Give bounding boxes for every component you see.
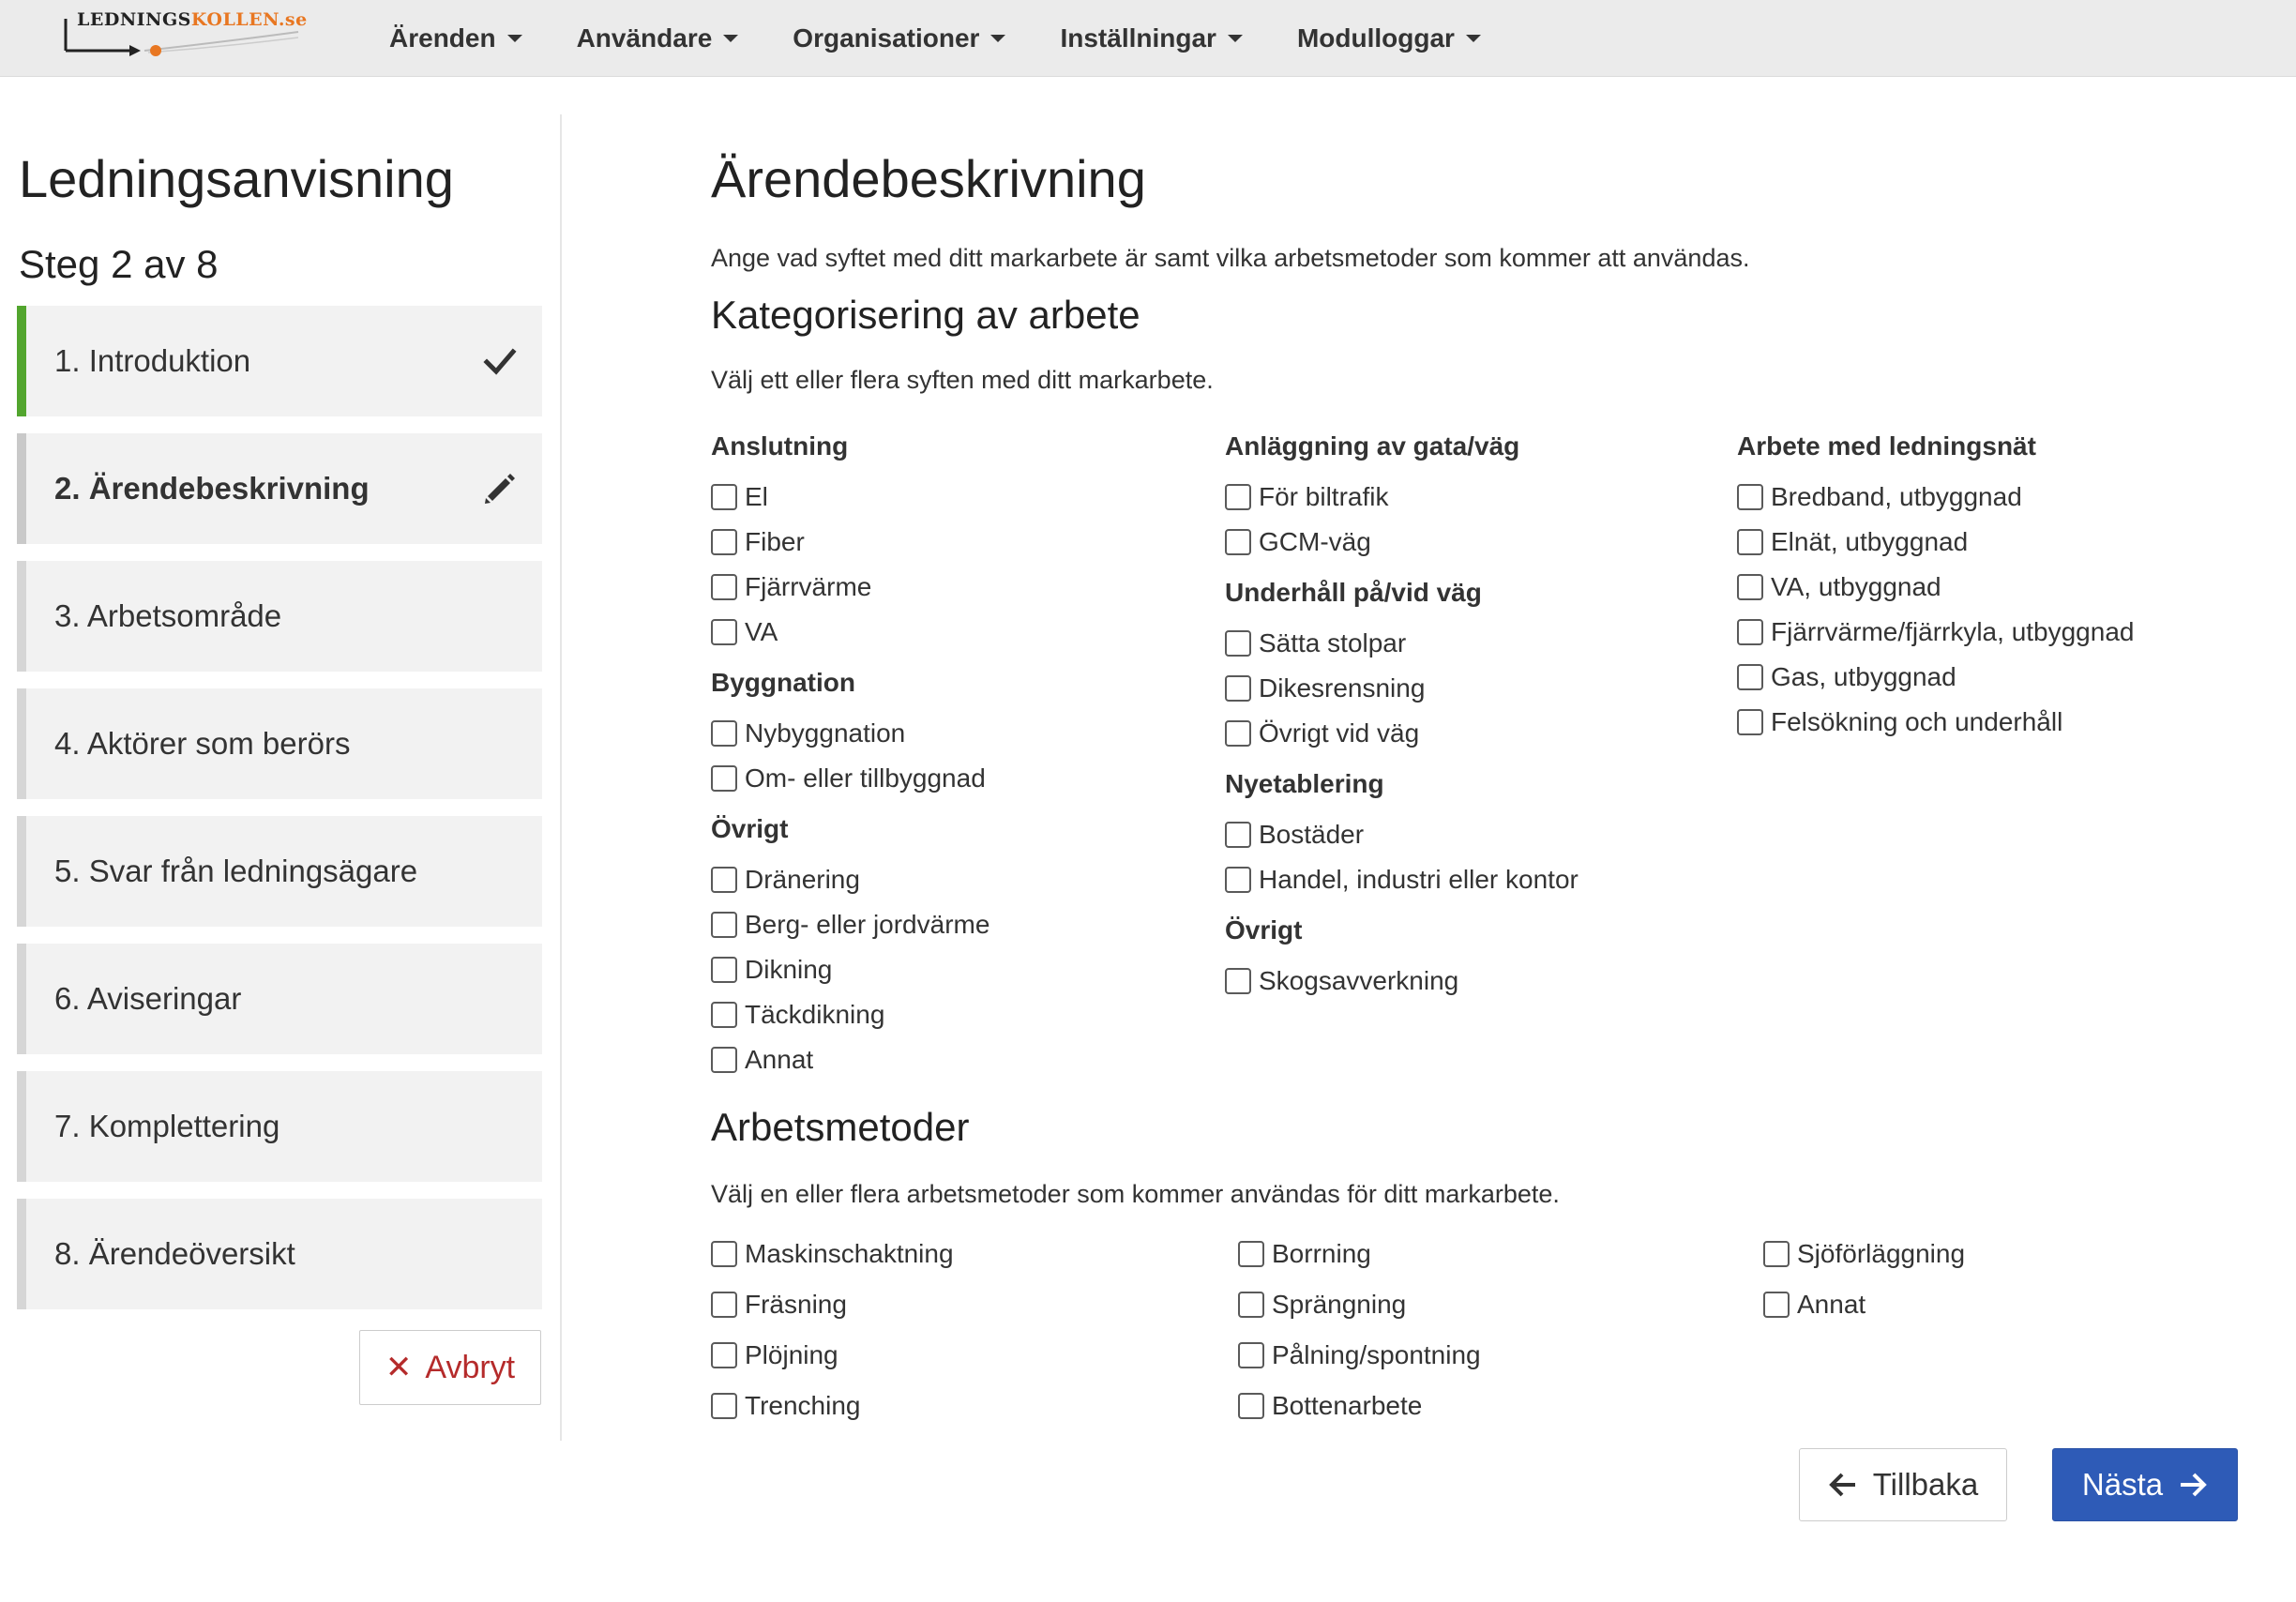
checkbox-om-eller-tillbyggnad[interactable] [711,756,989,801]
check-icon [482,343,518,379]
checkbox-box[interactable] [711,912,737,938]
method-column-2 [1238,1229,1481,1431]
checkbox-box[interactable] [711,1241,737,1267]
category-group-anlaggning-av-gata-vag [1225,431,1578,565]
caret-down-icon [1466,35,1481,42]
checkbox-label: Dränering [745,865,860,894]
methods-title: Arbetsmetoder [711,1105,970,1149]
nav-installningar[interactable] [1060,23,1242,53]
checkbox-label: Gas, utbyggnad [1771,662,1956,691]
checkbox-label: GCM-väg [1259,527,1371,556]
checkbox-box[interactable] [1225,867,1251,893]
step-label: 1. Introduktion [54,343,251,378]
step-item-arendebeskrivning[interactable] [17,433,542,544]
sidebar-title: Ledningsanvisning [19,149,454,208]
logo-part-kollen: KOLLEN [190,9,279,30]
category-column-3 [1737,431,2134,758]
next-button[interactable] [2052,1448,2238,1521]
checkbox-box[interactable] [1225,630,1251,657]
arrow-right-icon [2178,1470,2208,1500]
checkbox-label: För biltrafik [1259,482,1389,511]
nav-anvandare[interactable] [577,23,739,53]
checkbox-bredband-utbyggnad[interactable] [1737,475,2134,520]
step-item-arbetsomrade[interactable] [17,561,542,672]
checkbox-box[interactable] [1737,709,1763,735]
checkbox-box[interactable] [1763,1241,1790,1267]
step-item-arendeoversikt[interactable] [17,1199,542,1309]
step-item-komplettering[interactable] [17,1071,542,1182]
checkbox-annat[interactable] [1763,1279,1965,1330]
checkbox-label: Fräsning [745,1290,847,1319]
page-title: Ärendebeskrivning [711,149,1146,208]
pencil-icon [482,471,518,506]
checkbox-label: Fjärrvärme [745,572,872,601]
checkbox-borrning[interactable] [1238,1229,1481,1279]
arrow-left-icon [1828,1470,1858,1500]
checkbox-box[interactable] [711,529,737,555]
checkbox-fiber[interactable] [711,520,989,565]
checkbox-label: Dikning [745,955,833,984]
checkbox-label: El [745,482,768,511]
checkbox-bostader[interactable] [1225,812,1578,857]
category-group-ovrigt [1225,915,1578,1004]
checkbox-fjarrvarme[interactable] [711,565,989,610]
step-label: 6. Aviseringar [54,981,242,1016]
checkbox-label: Övrigt vid väg [1259,718,1420,748]
checkbox-label: Täckdikning [745,1000,885,1029]
checkbox-fjarrvarme-fjarrkyla-utbyggnad[interactable] [1737,610,2134,655]
checkbox-label: Plöjning [745,1340,838,1369]
checkbox-label: VA, utbyggnad [1771,572,1941,601]
category-group-arbete-med-ledningsnat [1737,431,2134,745]
checkbox-label: Bredband, utbyggnad [1771,482,2022,511]
checkbox-label: Dikesrensning [1259,673,1426,703]
checkbox-box[interactable] [1737,529,1763,555]
logo-part-ledning: LEDNINGS [77,9,191,30]
checkbox-dikning[interactable] [711,947,989,992]
checkbox-maskinschaktning[interactable] [711,1229,954,1279]
group-title: Övrigt [1225,915,1303,945]
logo-part-se: .se [278,9,308,30]
category-group-nyetablering [1225,769,1578,902]
category-column-1 [711,431,989,1096]
caret-down-icon [723,35,738,42]
nav-organisationer[interactable] [793,23,1005,53]
checkbox-box[interactable] [1238,1292,1264,1318]
checkbox-box[interactable] [711,619,737,645]
categorization-subtitle: Välj ett eller flera syften med ditt markarbete. [711,366,1214,394]
step-counter: Steg 2 av 8 [19,242,219,286]
intro-text: Ange vad syftet med ditt markarbete är samt vilka arbetsmetoder som kommer att användas. [711,244,1750,272]
group-title: Övrigt [711,814,789,843]
group-title: Arbete med ledningsnät [1737,431,2036,461]
checkbox-box[interactable] [1225,822,1251,848]
checkbox-box[interactable] [711,1342,737,1368]
checkbox-plojning[interactable] [711,1330,954,1381]
nav-organisationer-label: Organisationer [793,23,980,53]
checkbox-label: VA [745,617,778,646]
checkbox-box[interactable] [711,484,737,510]
step-label: 2. Ärendebeskrivning [54,471,370,506]
checkbox-box[interactable] [711,574,737,600]
checkbox-box[interactable] [1225,675,1251,702]
checkbox-frasning[interactable] [711,1279,954,1330]
ledningskollen-logo[interactable] [64,9,308,62]
checkbox-box[interactable] [711,867,737,893]
checkbox-box[interactable] [711,1393,737,1419]
column-divider [560,114,562,1441]
group-title: Anslutning [711,431,849,461]
nav-modulloggar-label: Modulloggar [1296,23,1455,53]
checkbox-label: Om- eller tillbyggnad [745,763,986,793]
nav-installningar-label: Inställningar [1060,23,1216,53]
checkbox-gas-utbyggnad[interactable] [1737,655,2134,700]
category-group-anslutning [711,431,989,655]
checkbox-label: Elnät, utbyggnad [1771,527,1969,556]
group-title: Byggnation [711,668,855,697]
step-item-svar[interactable] [17,816,542,927]
checkbox-box[interactable] [1238,1393,1264,1419]
step-list [17,306,542,1326]
checkbox-dranering[interactable] [711,857,989,902]
checkbox-label: Handel, industri eller kontor [1259,865,1578,894]
checkbox-sprangning[interactable] [1238,1279,1481,1330]
checkbox-va-utbyggnad[interactable] [1737,565,2134,610]
checkbox-label: Nybyggnation [745,718,906,748]
checkbox-box[interactable] [711,720,737,747]
checkbox-box[interactable] [1763,1292,1790,1318]
checkbox-label: Sprängning [1272,1290,1407,1319]
next-label: Nästa [2081,1467,2164,1502]
category-group-byggnation [711,668,989,801]
checkbox-label: Fiber [745,527,805,556]
step-label: 4. Aktörer som berörs [54,726,351,761]
step-item-aviseringar[interactable] [17,944,542,1054]
checkbox-box[interactable] [1225,529,1251,555]
checkbox-box[interactable] [1737,484,1763,510]
checkbox-dikesrensning[interactable] [1225,666,1578,711]
checkbox-label: Sjöförläggning [1797,1239,1966,1268]
checkbox-annat[interactable] [711,1037,989,1082]
back-label: Tillbaka [1872,1467,1979,1502]
checkbox-box[interactable] [1737,574,1763,600]
step-label: 5. Svar från ledningsägare [54,854,418,888]
checkbox-bottenarbete[interactable] [1238,1381,1481,1431]
category-column-2 [1225,431,1578,1017]
checkbox-label: Fjärrvärme/fjärrkyla, utbyggnad [1771,617,2135,646]
checkbox-for-biltrafik[interactable] [1225,475,1578,520]
logo-arrow-icon [64,9,308,62]
checkbox-va[interactable] [711,610,989,655]
checkbox-label: Annat [745,1045,814,1074]
nav-modulloggar[interactable] [1297,23,1481,53]
checkbox-label: Berg- eller jordvärme [745,910,990,939]
checkbox-box[interactable] [711,1047,737,1073]
checkbox-label: Sätta stolpar [1259,628,1407,657]
checkbox-box[interactable] [711,1292,737,1318]
checkbox-box[interactable] [711,1002,737,1028]
checkbox-handel-industri-eller-kontor[interactable] [1225,857,1578,902]
checkbox-gcm-vag[interactable] [1225,520,1578,565]
checkbox-label: Bostäder [1259,820,1365,849]
checkbox-berg-eller-jordvarme[interactable] [711,902,989,947]
checkbox-nybyggnation[interactable] [711,711,989,756]
checkbox-box[interactable] [711,957,737,983]
group-title: Anläggning av gata/väg [1225,431,1520,461]
close-icon: ✕ [385,1350,413,1385]
step-item-aktorer[interactable] [17,688,542,799]
checkbox-elnat-utbyggnad[interactable] [1737,520,2134,565]
caret-down-icon [507,35,522,42]
method-column-3 [1763,1229,1965,1330]
checkbox-box[interactable] [1737,664,1763,690]
checkbox-tackdikning[interactable] [711,992,989,1037]
nav-anvandare-label: Användare [576,23,713,53]
checkbox-label: Trenching [745,1391,861,1420]
cancel-label: Avbryt [425,1349,516,1385]
checkbox-trenching[interactable] [711,1381,954,1431]
checkbox-ovrigt-vid-vag[interactable] [1225,711,1578,756]
checkbox-sjoforlaggning[interactable] [1763,1229,1965,1279]
checkbox-palning-spontning[interactable] [1238,1330,1481,1381]
main-nav [389,0,1535,77]
checkbox-box[interactable] [1225,720,1251,747]
checkbox-box[interactable] [1238,1342,1264,1368]
checkbox-satta-stolpar[interactable] [1225,621,1578,666]
checkbox-box[interactable] [1225,484,1251,510]
checkbox-label: Maskinschaktning [745,1239,954,1268]
checkbox-box[interactable] [711,765,737,792]
checkbox-label: Borrning [1272,1239,1371,1268]
cancel-button[interactable] [359,1330,541,1405]
categorization-title: Kategorisering av arbete [711,293,1140,337]
checkbox-label: Felsökning och underhåll [1771,707,2063,736]
group-title: Nyetablering [1225,769,1384,798]
step-label: 3. Arbetsområde [54,598,282,633]
nav-arenden-label: Ärenden [389,23,496,53]
step-label: 7. Komplettering [54,1109,280,1143]
caret-down-icon [1228,35,1243,42]
checkbox-label: Bottenarbete [1272,1391,1423,1420]
nav-arenden[interactable] [389,23,522,53]
caret-down-icon [990,35,1005,42]
checkbox-el[interactable] [711,475,989,520]
group-title: Underhåll på/vid väg [1225,578,1482,607]
checkbox-felsokning-och-underhall[interactable] [1737,700,2134,745]
checkbox-box[interactable] [1225,968,1251,994]
checkbox-label: Annat [1797,1290,1866,1319]
back-button[interactable] [1799,1448,2007,1521]
checkbox-label: Pålning/spontning [1272,1340,1481,1369]
step-label: 8. Ärendeöversikt [54,1236,295,1271]
checkbox-box[interactable] [1238,1241,1264,1267]
method-column-1 [711,1229,954,1431]
methods-subtitle: Välj en eller flera arbetsmetoder som kommer användas för ditt markarbete. [711,1180,1560,1208]
category-group-ovrigt [711,814,989,1082]
step-item-introduktion[interactable] [17,306,542,416]
top-navbar [0,0,2296,77]
checkbox-label: Skogsavverkning [1259,966,1459,995]
checkbox-skogsavverkning[interactable] [1225,959,1578,1004]
checkbox-box[interactable] [1737,619,1763,645]
category-group-underhall-pa-vid-vag [1225,578,1578,756]
